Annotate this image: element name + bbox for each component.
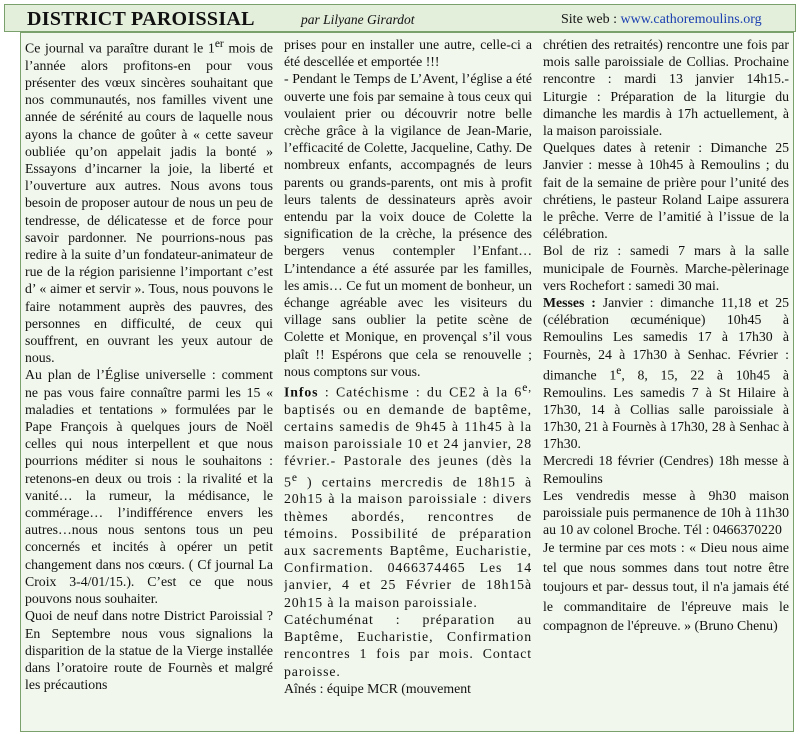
website-label: Site web :	[561, 12, 621, 27]
messes-label: Messes :	[543, 295, 596, 311]
paragraph-dates: Quelques dates à retenir : Dimanche 25 Janvier : messe à 10h45 à Remoulins ; du fait de la semaine de prière pour l’unité des chrétiens, le pasteur Roland Laipe assurera le prêche. Verre de l’amitié à l’issue de la célébration.	[543, 140, 789, 242]
paragraph-quote: Je termine par ces mots : « Dieu nous aime tel que nous sommes dans tout notre être toujours et par- dessus tout, il n'a jamais été le commanditaire de l'épreuve mais le compagnon de l'épreuve. » (Bruno Chenu)	[543, 540, 789, 634]
paragraph-vendredis: Les vendredis messe à 9h30 maison paroissiale puis permanence de 10h à 11h30 au 10 av colonel Broche. Tél : 0466370220	[543, 487, 789, 538]
website-link[interactable]: www.cathoremoulins.org	[620, 12, 762, 27]
website	[561, 12, 762, 28]
paragraph-mcr: chrétien des retraités) rencontre une fois par mois salle paroissiale de Collias. Prochaine rencontre : mardi 13 janvier 14h15.- Liturgie : Préparation de la liturgie du dimanche les mardis à 17h actuellement, à la maison paroissiale.	[543, 37, 789, 139]
paragraph-cendres: Mercredi 18 février (Cendres) 18h messe à Remoulins	[543, 453, 789, 486]
paragraph-statue: prises pour en installer une autre, celle-ci a été descellée et emportée !!!	[284, 37, 532, 70]
infos-label: Infos	[284, 384, 319, 400]
column-1	[25, 36, 273, 730]
paragraph-district-news: Quoi de neuf dans notre District Paroissial ? En Septembre nous vous signalions la disparition de la statue de la Vierge installée dans l’oratoire route de Fournès et malgré les précautions	[25, 608, 273, 693]
paragraph-infos: Infos : Catéchisme : du CE2 à la $6^{e,}$ baptisés ou en demande de baptême, certains samedis de 9h45 à 11h45 à la maison paroissiale 10 et 24 janvier, 28 février.- Pastorale des jeunes (dès la 5e ) certains mercredis de 18h15 à 20h15 à la maison paroissiale : divers thèmes abordés, rencontres de témoins. Possibilité de préparation aux sacrements Baptême, Eucharistie, Confirmation. 0466374465 Les 14 janvier, 4 et 25 Février de 18h15à 20h15 à la maison paroissiale.	[284, 382, 532, 610]
column-3	[543, 36, 789, 730]
paragraph-catechumenat: Catéchuménat : préparation au Baptême, Eucharistie, Confirmation rencontres 1 fois par mois. Contact paroisse.	[284, 611, 532, 679]
paragraph-aines: Aînés : équipe MCR (mouvement	[284, 680, 471, 696]
column-2	[284, 36, 532, 730]
paragraph-wishes: Ce journal va paraître durant le 1er mois de l’année alors profitons-en pour vous présenter des vœux sincères souhaitant que nos communautés, nos familles vivent une année de sérénité au cours de laquelle nous ayons la chance de goûter à « cette saveur oubliée qu’on appelait jadis la bonté » Essayons d’incarner la joie, la liberté et l’ouverture aux autres. Nous avons tous besoin de proposer autour de nous un peu de tendresse, de délicatesse et de force pour savoir pardonner. Ne pourrions-nous pas redire à la suite d’un fondateur-animateur de rue de la région parisienne l’important c’est d’ « aimer et servir ». Tous, nous pouvons le faire notamment auprès des pauvres, des personnes en difficulté, de ceux qui souffrent, en ouvrant les yeux autour de nous.	[25, 38, 273, 366]
header-bar	[4, 4, 796, 32]
paragraph-universal-church: Au plan de l’Église universelle : comment ne pas vous faire connaître parmi les 15 « maladies et tentations » formulées par le Pape François à quelques jours de Noël celles qui nous interpellent et que nous pourrions méditer si nous le souhaitons : retenons-en deux ou trois : la rivalité et la vanité… la rumeur, la médisance, le commérage… l’indifférence envers les autres…nous nous sentons tous un peu concernés et incités à opérer un petit changement dans nos cœurs. ( Cf journal La Croix 3-4/01/15.). C’est ce que nous pouvons nous souhaiter.	[25, 367, 273, 607]
author-line: par Lilyane Girardot	[301, 12, 415, 27]
paragraph-messes: Messes : Janvier : dimanche 11,18 et 25 (célébration œcuménique) 10h45 à Remoulins Les samedis 17 à 17h30 à Fournès, 24 à 17h30 à Senhac. Février : dimanche 1e, 8, 15, 22 à 10h45 à Remoulins. Les samedis 7 à St Hilaire à 17h30, 14 à Collias salle paroissiale à 17h30, 21 à Fournès à 17h30, 28 à Senhac à 17h30.	[543, 295, 789, 452]
paragraph-advent: - Pendant le Temps de L’Avent, l’église a été ouverte une fois par semaine à tous ceux qui voulaient prier ou découvrir notre belle crèche grâce à la vigilance de Jean-Marie, l’efficacité de Colette, Jacqueline, Cathy. De nombreux enfants, accompagnés de leurs parents ou grands-parents, ont mis à profit leurs talents de dessinateurs après avoir entendu par la voix douce de Colette la signification de la crèche, la présence des bergers venus contempler l’Enfant… L’intendance a été assurée par les familles, les amis… Ce fut un moment de bonheur, un échange agréable avec les visiteurs du village sans oublier la petite scène de Colette et Monique, en provençal s’il vous plaît !! Espérons que cela se renouvelle ; nous comptons sur vous.	[284, 71, 532, 379]
paragraph-bol-de-riz: Bol de riz : samedi 7 mars à la salle municipale de Fournès. Marche-pèlerinage vers Rochefort : samedi 30 mai.	[543, 243, 789, 293]
article-body	[20, 32, 794, 732]
section-title: DISTRICT PAROISSIAL	[27, 8, 255, 30]
